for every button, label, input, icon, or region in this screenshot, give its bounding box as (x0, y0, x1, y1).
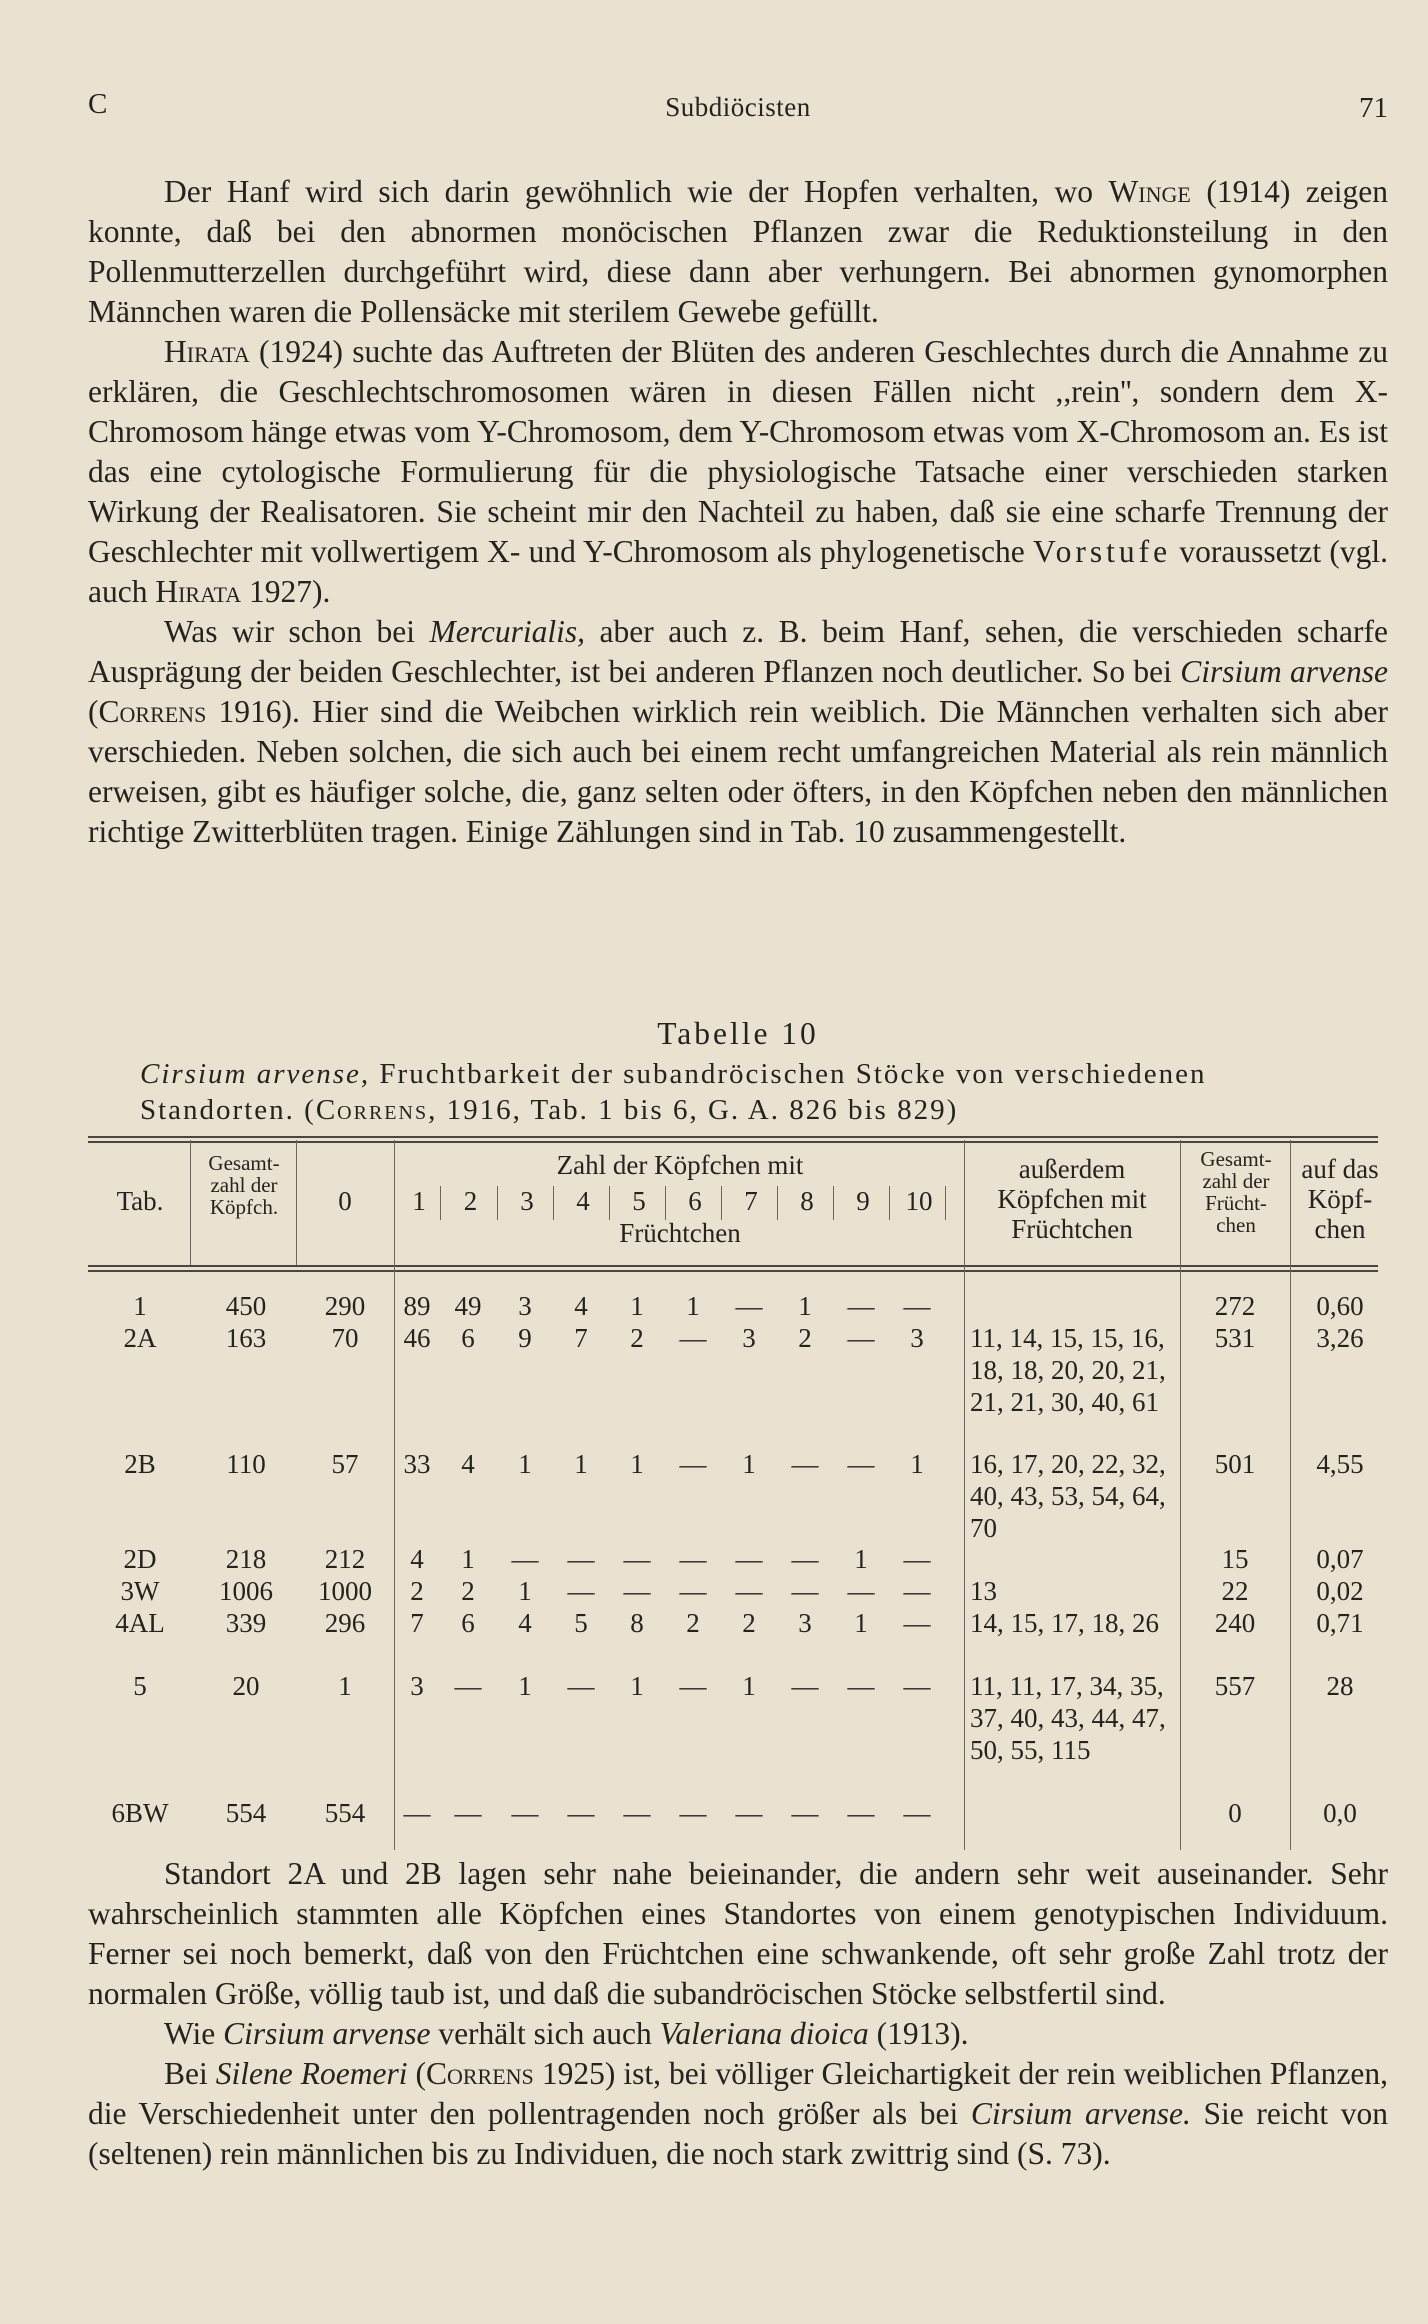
cell-tab: 5 (133, 1671, 147, 1701)
cell-count: 3 (410, 1671, 424, 1701)
cell-count: — (847, 1576, 875, 1606)
cell-count: 1 (742, 1671, 756, 1701)
cell-count: 1 (518, 1671, 532, 1701)
cell-total-fruits: 531 (1214, 1323, 1256, 1353)
cell-count: — (791, 1671, 819, 1701)
header-signature: C (88, 88, 108, 120)
cell-count: — (454, 1798, 482, 1828)
cell-total: 339 (225, 1608, 267, 1638)
cell-count: — (791, 1576, 819, 1606)
cell-count: — (903, 1291, 931, 1321)
cell-tab: 2B (124, 1449, 156, 1479)
cell-count: 2 (798, 1323, 812, 1353)
cell-tab: 6BW (111, 1798, 169, 1828)
cell-total: 1006 (219, 1576, 273, 1606)
cell-per-head: 0,02 (1316, 1576, 1364, 1606)
cell-total-fruits: 240 (1214, 1608, 1256, 1638)
cell-count: 1000 (318, 1576, 372, 1606)
header-count: 9 (856, 1186, 870, 1216)
cell-count: — (679, 1798, 707, 1828)
cell-per-head: 0,60 (1316, 1291, 1364, 1321)
cell-count: — (735, 1798, 763, 1828)
paragraph: Standort 2A und 2B lagen sehr nahe beieinander, die andern sehr weit auseinander. Sehr wahrscheinlich stammten alle Köpfchen eines Standortes von einem genotypischen Individuum. Ferner sei noch bemerkt, daß von den Früchtchen eine schwankende, oft sehr große Zahl trotz der normalen Größe, völlig taub ist, und daß die subandröcischen Stöcke selbstfertil sind. (88, 1856, 1388, 2011)
cell-tab: 2A (123, 1323, 157, 1353)
header-fruechtchen: Früchtchen (619, 1218, 741, 1248)
running-header (88, 88, 1388, 128)
table-title: Tabelle 10 (657, 1016, 819, 1051)
header-count: 1 (412, 1186, 426, 1216)
cell-count: — (623, 1544, 651, 1574)
cell-count: — (791, 1798, 819, 1828)
cell-count: 1 (630, 1449, 644, 1479)
cell-count: 7 (574, 1323, 588, 1353)
cell-count: 3 (742, 1323, 756, 1353)
header-count: 7 (744, 1186, 758, 1216)
cell-count: — (903, 1671, 931, 1701)
cell-count: 2 (410, 1576, 424, 1606)
cell-total-fruits: 22 (1221, 1576, 1249, 1606)
cell-count: — (567, 1671, 595, 1701)
cell-count: — (679, 1671, 707, 1701)
header-count: 5 (632, 1186, 646, 1216)
table-rule-head (88, 1265, 1378, 1267)
cell-total: 110 (226, 1449, 266, 1479)
cell-count: 4 (410, 1544, 424, 1574)
cell-count: 1 (910, 1449, 924, 1479)
cell-count: 2 (686, 1608, 700, 1638)
cell-count: 1 (338, 1671, 352, 1701)
cell-extra: 11, 11, 17, 34, 35, 37, 40, 43, 44, 47, 50, 55, 115 (970, 1671, 1166, 1765)
cell-count: 1 (574, 1449, 588, 1479)
cell-count: — (679, 1544, 707, 1574)
cell-total-fruits: 0 (1228, 1798, 1242, 1828)
cell-count: 2 (742, 1608, 756, 1638)
table-rule-head-2 (88, 1270, 1378, 1272)
text-block-top (88, 172, 1388, 852)
cell-extra: 11, 14, 15, 15, 16, 18, 18, 20, 20, 21, 21, 21, 30, 40, 61 (970, 1323, 1166, 1417)
cell-count: 4 (574, 1291, 588, 1321)
paragraph: Hirata (1924) suchte das Auftreten der Blüten des anderen Geschlechtes durch die Annahme zu erklären, die Geschlechtschromosomen wären in diesen Fällen nicht ,,rein'', sondern dem X-Chromosom hänge etwas vom Y-Chromosom, dem Y-Chromosom etwas vom X-Chromosom an. Es ist das eine cytologische Formulierung für die physiologische Tatsache einer verschieden starken Wirkung der Realisatoren. Sie scheint mir den Nachteil zu haben, daß sie eine scharfe Trennung der Geschlechter mit vollwertigem X- und Y-Chromosom als phylogenetische Vorstufe voraussetzt (vgl. auch Hirata 1927). (88, 334, 1388, 609)
cell-total-fruits: 15 (1221, 1544, 1249, 1574)
cell-count: 3 (910, 1323, 924, 1353)
cell-count: 5 (574, 1608, 588, 1638)
cell-count: — (847, 1291, 875, 1321)
column-divider (964, 1140, 965, 1850)
cell-total-fruits: 501 (1214, 1449, 1256, 1479)
header-count: 2 (463, 1186, 478, 1216)
cell-tab: 3W (120, 1576, 160, 1606)
cell-count: 7 (410, 1608, 424, 1638)
cell-count: 290 (324, 1291, 366, 1321)
cell-total: 163 (225, 1323, 267, 1353)
cell-count: 4 (518, 1608, 532, 1638)
cell-count: 49 (454, 1291, 482, 1321)
cell-count: 554 (324, 1798, 366, 1828)
cell-total: 20 (232, 1671, 260, 1701)
cell-count: 57 (331, 1449, 359, 1479)
column-divider (1290, 1140, 1291, 1850)
cell-count: — (847, 1798, 875, 1828)
cell-count: 1 (854, 1608, 868, 1638)
cell-count: 33 (403, 1449, 431, 1479)
header-title: Subdiöcisten (665, 92, 811, 122)
cell-count: 2 (630, 1323, 644, 1353)
cell-total: 218 (225, 1544, 267, 1574)
paragraph: Wie Cirsium arvense verhält sich auch Valeriana dioica (1913). (164, 2016, 969, 2051)
cell-tab: 2D (123, 1544, 157, 1574)
cell-count: 296 (324, 1608, 366, 1638)
cell-count: 1 (798, 1291, 812, 1321)
cell-count: 9 (518, 1323, 532, 1353)
cell-count: — (623, 1798, 651, 1828)
cell-count: 1 (854, 1544, 868, 1574)
header-ausserdem: außerdem Köpfchen mit Früchtchen (997, 1154, 1147, 1244)
cell-per-head: 3,26 (1316, 1323, 1364, 1353)
page-number: 71 (1359, 92, 1388, 124)
cell-total: 554 (225, 1798, 267, 1828)
cell-per-head: 28 (1326, 1671, 1354, 1701)
cell-extra: 13 (970, 1576, 997, 1606)
cell-count: 89 (403, 1291, 431, 1321)
header-count-0: 0 (338, 1186, 352, 1216)
cell-count: — (403, 1798, 431, 1828)
cell-count: — (679, 1449, 707, 1479)
cell-count: — (679, 1576, 707, 1606)
cell-tab: 1 (133, 1291, 147, 1321)
cell-count: — (903, 1798, 931, 1828)
table-rule-top-2 (88, 1141, 1378, 1143)
cell-count: — (623, 1576, 651, 1606)
cell-extra: 16, 17, 20, 22, 32, 40, 43, 53, 54, 64, 70 (970, 1449, 1166, 1543)
table-rule-top (88, 1136, 1378, 1138)
header-count: 6 (688, 1186, 702, 1216)
cell-count: 3 (518, 1291, 532, 1321)
column-divider (394, 1140, 395, 1850)
cell-count: 1 (630, 1291, 644, 1321)
header-tab: Tab. (116, 1186, 164, 1216)
cell-count: 212 (324, 1544, 366, 1574)
header-zahl: Zahl der Köpfchen mit (556, 1150, 804, 1180)
cell-count: — (511, 1544, 539, 1574)
cell-per-head: 0,0 (1323, 1798, 1357, 1828)
cell-total-fruits: 272 (1214, 1291, 1256, 1321)
cell-count: — (847, 1449, 875, 1479)
cell-count: — (735, 1544, 763, 1574)
cell-count: — (791, 1449, 819, 1479)
cell-count: — (903, 1608, 931, 1638)
cell-count: 3 (798, 1608, 812, 1638)
cell-count: — (454, 1671, 482, 1701)
table-caption: Cirsium arvense, Fruchtbarkeit der subandröcischen Stöcke von verschiedenen Standorten. (Correns, 1916, Tab. 1 bis 6, G. A. 826 bis 829) (140, 1058, 1207, 1126)
cell-total: 450 (225, 1291, 267, 1321)
paragraph: Der Hanf wird sich darin gewöhnlich wie der Hopfen verhalten, wo Winge (1914) zeigen konnte, daß bei den abnormen monöcischen Pflanzen zwar die Reduktionsteilung in den Pollenmutterzellen durchgeführt wird, diese dann aber verhungern. Bei abnormen gynomorphen Männchen waren die Pollensäcke mit sterilem Gewebe gefüllt. (88, 174, 1388, 329)
cell-count: 1 (630, 1671, 644, 1701)
cell-total-fruits: 557 (1214, 1671, 1256, 1701)
paragraph: Was wir schon bei Mercurialis, aber auch z. B. beim Hanf, sehen, die verschieden scharfe Ausprägung der beiden Geschlechter, ist bei anderen Pflanzen noch deutlicher. So bei Cirsium arvense (Correns 1916). Hier sind die Weibchen wirklich rein weiblich. Die Männchen verhalten sich aber verschieden. Neben solchen, die sich auch bei einem recht umfangreichen Material als rein männlich erweisen, gibt es häufiger solche, die, ganz selten oder öfters, in den Köpfchen neben den männlichen richtige Zwitterblüten tragen. Einige Zählungen sind in Tab. 10 zusammengestellt. (88, 614, 1388, 849)
cell-count: — (735, 1291, 763, 1321)
cell-count: — (511, 1798, 539, 1828)
header-count: 3 (520, 1186, 534, 1216)
cell-count: 1 (461, 1544, 475, 1574)
cell-count: 1 (518, 1576, 532, 1606)
cell-count: 46 (403, 1323, 431, 1353)
cell-count: 1 (686, 1291, 700, 1321)
cell-count: 4 (461, 1449, 475, 1479)
header-count: 4 (576, 1186, 590, 1216)
cell-count: — (567, 1576, 595, 1606)
cell-count: 70 (331, 1323, 359, 1353)
cell-per-head: 0,07 (1316, 1544, 1364, 1574)
cell-count: — (791, 1544, 819, 1574)
column-divider (190, 1140, 191, 1265)
header-count: 8 (800, 1186, 814, 1216)
cell-count: — (903, 1576, 931, 1606)
cell-count: — (567, 1798, 595, 1828)
cell-per-head: 4,55 (1316, 1449, 1364, 1479)
cell-per-head: 0,71 (1316, 1608, 1364, 1638)
text-block-bottom (88, 1854, 1388, 2174)
cell-extra: 14, 15, 17, 18, 26 (970, 1608, 1159, 1638)
cell-count: — (847, 1323, 875, 1353)
cell-count: 6 (461, 1608, 475, 1638)
header-total-heads: Gesamt- zahl der Köpfch. (208, 1151, 280, 1219)
cell-count: — (567, 1544, 595, 1574)
header-per-head: auf das Köpf- chen (1301, 1154, 1379, 1244)
column-divider (1180, 1140, 1181, 1850)
cell-count: 1 (518, 1449, 532, 1479)
cell-count: 1 (742, 1449, 756, 1479)
cell-count: 2 (461, 1576, 475, 1606)
header-count: 10 (905, 1186, 933, 1216)
cell-count: — (735, 1576, 763, 1606)
paragraph: Bei Silene Roemeri (Correns 1925) ist, bei völliger Gleichartigkeit der rein weiblichen Pflanzen, die Verschiedenheit unter den pollentragenden noch größer als bei Cirsium arvense. Sie reicht von (seltenen) rein männlichen bis zu Individuen, die noch stark zwittrig sind (S. 73). (88, 2056, 1388, 2171)
cell-count: 8 (630, 1608, 644, 1638)
cell-count: — (903, 1544, 931, 1574)
cell-count: 6 (461, 1323, 475, 1353)
cell-count: — (679, 1323, 707, 1353)
cell-count: — (847, 1671, 875, 1701)
header-total-fruits: Gesamt- zahl der Frücht- chen (1200, 1147, 1272, 1237)
cell-tab: 4AL (115, 1608, 165, 1638)
